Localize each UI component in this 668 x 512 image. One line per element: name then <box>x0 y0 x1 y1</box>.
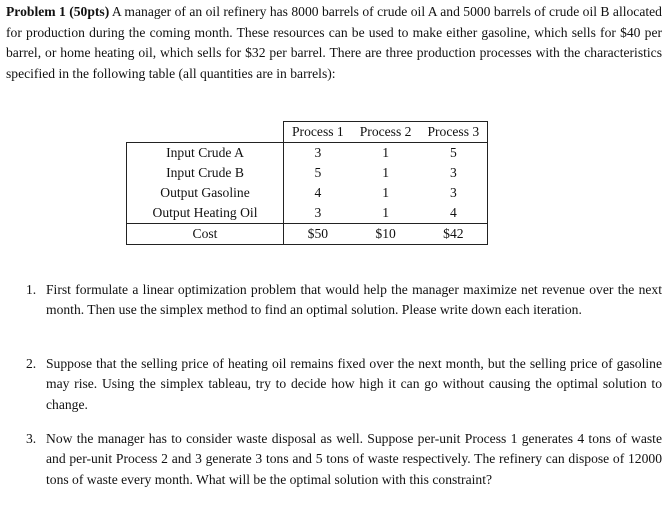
table-cell: 1 <box>382 145 389 160</box>
table-row <box>127 163 488 183</box>
table-cell: 4 <box>314 185 322 200</box>
table-cell: 5 <box>314 165 322 180</box>
question-number: 2. <box>26 356 37 371</box>
column-header: Process 1 <box>284 122 352 143</box>
table-cell: 3 <box>419 163 487 183</box>
row-label: Cost <box>127 224 284 245</box>
question-1 <box>26 280 662 321</box>
question-text: First formulate a linear optimization problem that would help the manager maximize net revenue over the next month. Then use the simplex method to find an optimal solution. Please write down each iteration. <box>46 282 662 318</box>
column-header: Process 3 <box>419 122 487 143</box>
table-corner <box>127 122 284 143</box>
table-cell: 3 <box>419 183 487 203</box>
question-2 <box>26 354 662 415</box>
table-cell: $42 <box>419 224 487 245</box>
process-table <box>126 121 488 245</box>
table-cell: 1 <box>382 185 389 200</box>
table-cell: 4 <box>419 203 487 224</box>
table-cell: $50 <box>284 224 352 245</box>
row-label: Input Crude B <box>127 163 284 183</box>
table-cell: 1 <box>382 205 389 220</box>
question-text: Now the manager has to consider waste disposal as well. Suppose per-unit Process 1 generates 4 tons of waste and per-unit Process 2 and 3 generate 3 tons and 5 tons of waste respectively. The refinery can dispose of 12000 tons of waste every month. What will be the optimal solution with this constraint? <box>46 431 662 487</box>
problem-intro-text: A manager of an oil refinery has 8000 barrels of crude oil A and 5000 barrels of crude oil B allocated for production during the coming month. These resources can be used to make either gasoline, which sells for $40 per barrel, or home heating oil, which sells for $32 per barrel. There are three production processes with the characteristics specified in the following table (all quantities are in barrels): <box>6 4 662 81</box>
row-label: Output Heating Oil <box>127 203 284 224</box>
table-cell: 3 <box>314 145 322 160</box>
table-header-row <box>127 122 488 143</box>
question-3 <box>26 429 662 490</box>
table-row <box>127 143 488 164</box>
row-label: Output Gasoline <box>127 183 284 203</box>
table-row <box>127 224 488 245</box>
column-header: Process 2 <box>352 122 420 143</box>
table-row <box>127 183 488 203</box>
question-number: 1. <box>26 282 37 297</box>
table-cell: 3 <box>314 205 322 220</box>
problem-intro <box>6 2 662 84</box>
row-label: Input Crude A <box>127 143 284 164</box>
table-cell: $10 <box>352 224 420 245</box>
table-row <box>127 203 488 224</box>
table-cell: 1 <box>382 165 389 180</box>
table-cell: 5 <box>419 143 487 164</box>
question-text: Suppose that the selling price of heating oil remains fixed over the next month, but the selling price of gasoline may rise. Using the simplex tableau, try to decide how high it can go without causing the optimal solution to change. <box>46 356 662 412</box>
question-number: 3. <box>26 431 37 446</box>
problem-heading: Problem 1 (50pts) <box>6 4 110 19</box>
